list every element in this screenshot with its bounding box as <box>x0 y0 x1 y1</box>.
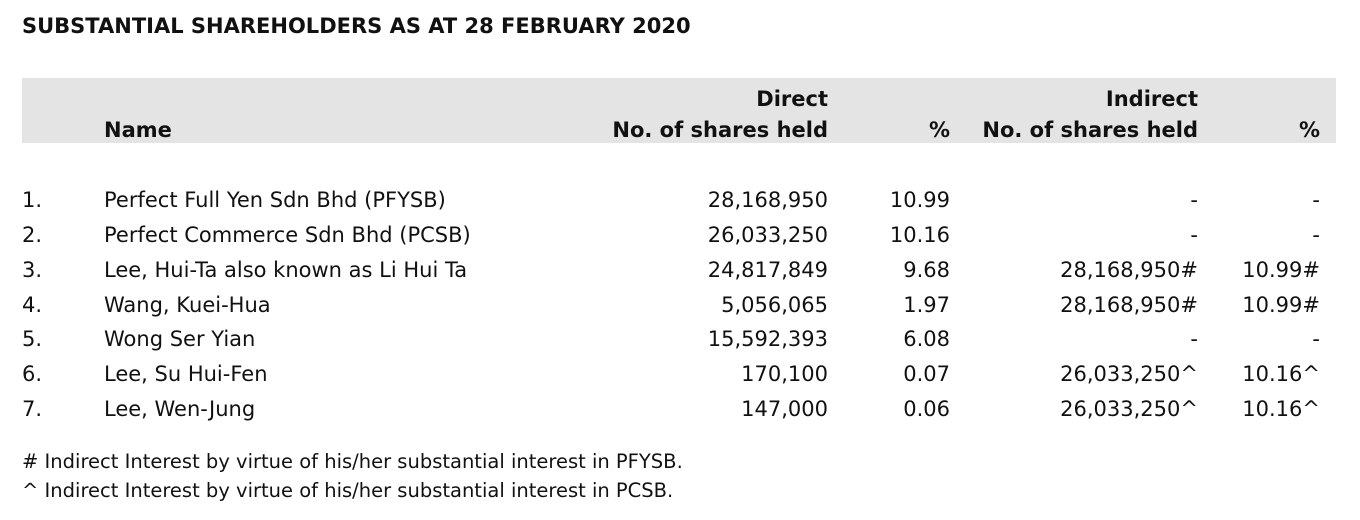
direct-shares: 170,100 <box>741 362 828 386</box>
row-number: 5. <box>22 327 43 351</box>
row-number: 3. <box>22 258 43 282</box>
indirect-pct: - <box>1312 327 1320 351</box>
indirect-pct: 10.16^ <box>1242 362 1320 386</box>
shareholder-name: Lee, Su Hui-Fen <box>104 362 268 386</box>
row-number: 6. <box>22 362 43 386</box>
shareholder-name: Perfect Full Yen Sdn Bhd (PFYSB) <box>104 188 446 212</box>
footnote-caret: ^ Indirect Interest by virtue of his/her substantial interest in PCSB. <box>22 479 674 502</box>
row-number: 2. <box>22 223 43 247</box>
column-header-direct-shares: No. of shares held <box>612 118 828 142</box>
direct-pct: 9.68 <box>903 258 950 282</box>
direct-pct: 0.06 <box>903 397 950 421</box>
column-header-direct-group: Direct <box>756 87 828 111</box>
direct-pct: 1.97 <box>903 293 950 317</box>
indirect-pct: 10.16^ <box>1242 397 1320 421</box>
direct-pct: 10.16 <box>889 223 950 247</box>
indirect-shares: - <box>1190 327 1198 351</box>
indirect-pct: 10.99# <box>1242 258 1320 282</box>
column-header-name: Name <box>104 118 172 142</box>
row-number: 1. <box>22 188 43 212</box>
indirect-shares: - <box>1190 223 1198 247</box>
column-header-indirect-group: Indirect <box>1105 87 1198 111</box>
shareholder-name: Perfect Commerce Sdn Bhd (PCSB) <box>104 223 471 247</box>
indirect-shares: 28,168,950# <box>1060 293 1198 317</box>
shareholder-name: Wong Ser Yian <box>104 327 256 351</box>
direct-pct: 6.08 <box>903 327 950 351</box>
row-number: 7. <box>22 397 43 421</box>
indirect-pct: 10.99# <box>1242 293 1320 317</box>
shareholder-name: Lee, Hui-Ta also known as Li Hui Ta <box>104 258 468 282</box>
shareholder-name: Lee, Wen-Jung <box>104 397 256 421</box>
indirect-shares: 26,033,250^ <box>1060 362 1198 386</box>
indirect-shares: 26,033,250^ <box>1060 397 1198 421</box>
direct-shares: 26,033,250 <box>707 223 828 247</box>
page-title: SUBSTANTIAL SHAREHOLDERS AS AT 28 FEBRUARY 2020 <box>22 14 691 38</box>
direct-pct: 0.07 <box>903 362 950 386</box>
direct-shares: 15,592,393 <box>707 327 828 351</box>
footnote-hash: # Indirect Interest by virtue of his/her substantial interest in PFYSB. <box>22 450 683 473</box>
direct-shares: 28,168,950 <box>707 188 828 212</box>
column-header-indirect-pct: % <box>1298 118 1320 142</box>
indirect-pct: - <box>1312 223 1320 247</box>
indirect-shares: - <box>1190 188 1198 212</box>
indirect-pct: - <box>1312 188 1320 212</box>
column-header-direct-pct: % <box>928 118 950 142</box>
row-number: 4. <box>22 293 43 317</box>
direct-pct: 10.99 <box>889 188 950 212</box>
direct-shares: 24,817,849 <box>707 258 828 282</box>
column-header-indirect-shares: No. of shares held <box>982 118 1198 142</box>
indirect-shares: 28,168,950# <box>1060 258 1198 282</box>
direct-shares: 147,000 <box>741 397 828 421</box>
direct-shares: 5,056,065 <box>721 293 828 317</box>
shareholder-name: Wang, Kuei-Hua <box>104 293 271 317</box>
